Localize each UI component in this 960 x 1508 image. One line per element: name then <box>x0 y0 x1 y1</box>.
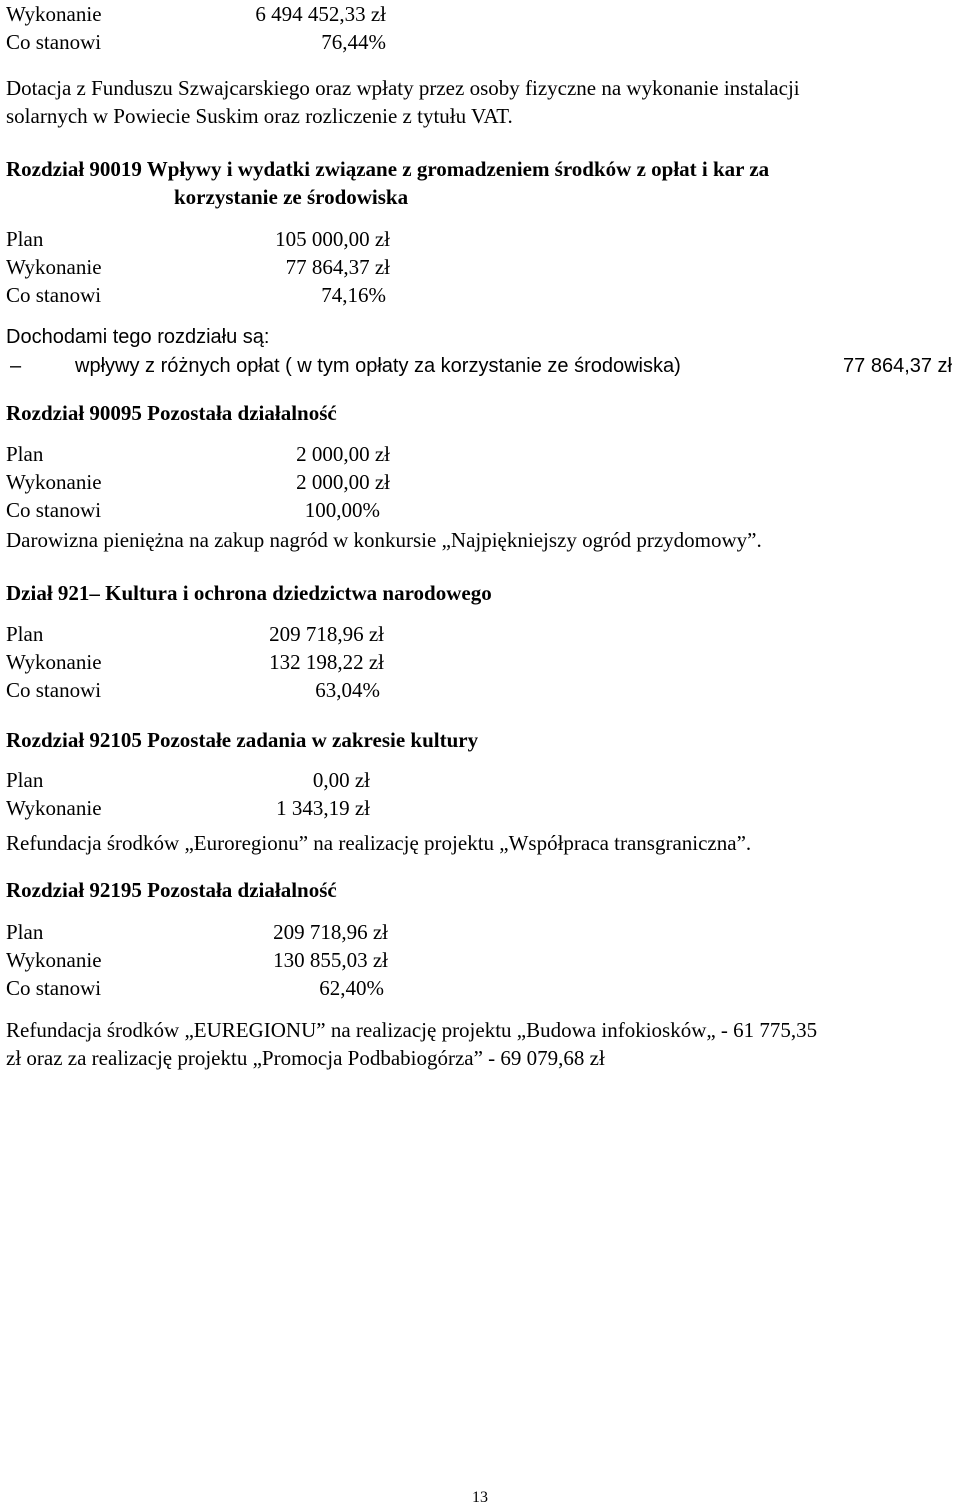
wykonanie-label: Wykonanie <box>6 2 102 26</box>
co-stanowi-value: 100,00% <box>304 498 380 522</box>
list-bullet: – <box>10 355 22 377</box>
income-item-text: wpływy z różnych opłat ( w tym opłaty za korzystanie ze środowiska) <box>75 355 681 377</box>
wykonanie-label: Wykonanie <box>6 470 102 494</box>
section-heading-continuation: korzystanie ze środowiska <box>174 185 409 209</box>
note-line: Dotacja z Funduszu Szwajcarskiego oraz wpłaty przez osoby fizyczne na wykonanie instalacji <box>6 76 800 100</box>
co-stanowi-label: Co stanowi <box>6 976 102 1000</box>
wykonanie-label: Wykonanie <box>6 255 102 279</box>
section-note-line: Refundacja środków „EUREGIONU” na realizację projektu „Budowa infokiosków„ - 61 775,35 <box>6 1018 818 1042</box>
co-stanowi-label: Co stanowi <box>6 283 102 307</box>
plan-value: 2 000,00 zł <box>296 442 390 466</box>
wykonanie-label: Wykonanie <box>6 650 102 674</box>
plan-value: 209 718,96 zł <box>269 622 384 646</box>
section-note-line: zł oraz za realizację projektu „Promocja Podbabiogórza” - 69 079,68 zł <box>6 1046 605 1070</box>
co-stanowi-value: 74,16% <box>321 283 386 307</box>
plan-label: Plan <box>6 442 44 466</box>
wykonanie-value: 130 855,03 zł <box>273 948 388 972</box>
wykonanie-label: Wykonanie <box>6 796 102 820</box>
plan-value: 105 000,00 zł <box>275 227 390 251</box>
section-note: Refundacja środków „Euroregionu” na realizację projektu „Współpraca transgraniczna”. <box>6 831 752 855</box>
income-intro: Dochodami tego rozdziału są: <box>6 326 270 348</box>
plan-value: 0,00 zł <box>312 768 370 792</box>
co-stanowi-label: Co stanowi <box>6 678 102 702</box>
section-heading: Rozdział 90095 Pozostała działalność <box>6 401 337 425</box>
note-line: solarnych w Powiecie Suskim oraz rozliczenie z tytułu VAT. <box>6 104 513 128</box>
wykonanie-value: 6 494 452,33 zł <box>255 2 386 26</box>
plan-value: 209 718,96 zł <box>273 920 388 944</box>
wykonanie-value: 77 864,37 zł <box>285 255 390 279</box>
section-heading: Rozdział 92195 Pozostała działalność <box>6 878 337 902</box>
plan-label: Plan <box>6 768 44 792</box>
co-stanowi-label: Co stanowi <box>6 30 102 54</box>
co-stanowi-value: 76,44% <box>321 30 386 54</box>
income-item-value: 77 864,37 zł <box>843 355 952 377</box>
co-stanowi-label: Co stanowi <box>6 498 102 522</box>
wykonanie-value: 1 343,19 zł <box>276 796 370 820</box>
section-heading: Dział 921– Kultura i ochrona dziedzictwa narodowego <box>6 581 492 605</box>
page-number: 13 <box>472 1489 488 1506</box>
co-stanowi-value: 62,40% <box>319 976 384 1000</box>
section-note: Darowizna pieniężna na zakup nagród w konkursie „Najpiękniejszy ogród przydomowy”. <box>6 528 762 552</box>
section-heading: Rozdział 90019 Wpływy i wydatki związane z gromadzeniem środków z opłat i kar za <box>6 157 770 181</box>
co-stanowi-value: 63,04% <box>315 678 380 702</box>
wykonanie-value: 132 198,22 zł <box>269 650 384 674</box>
wykonanie-label: Wykonanie <box>6 948 102 972</box>
plan-label: Plan <box>6 622 44 646</box>
plan-label: Plan <box>6 227 44 251</box>
wykonanie-value: 2 000,00 zł <box>296 470 390 494</box>
section-heading: Rozdział 92105 Pozostałe zadania w zakresie kultury <box>6 728 479 752</box>
plan-label: Plan <box>6 920 44 944</box>
